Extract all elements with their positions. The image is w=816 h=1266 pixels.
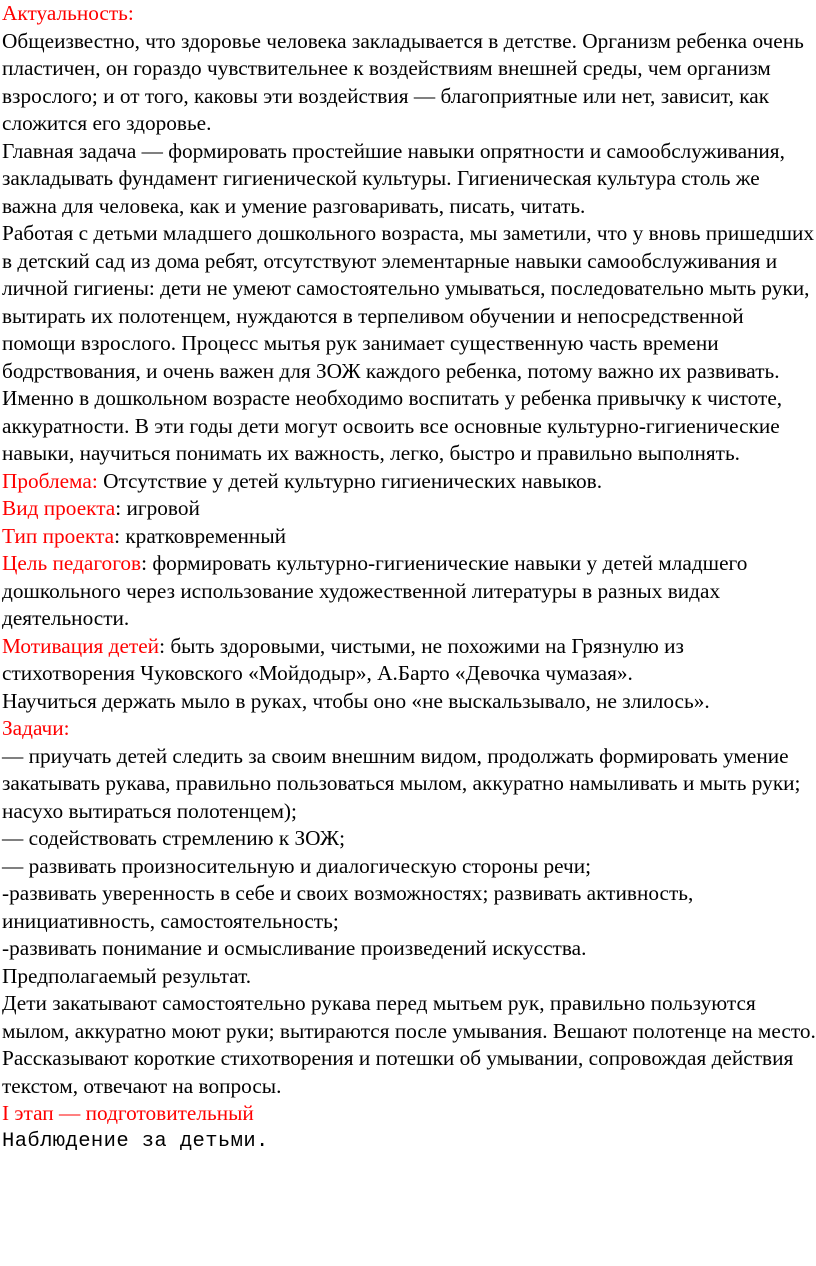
- children-motivation-text: : быть здоровыми, чистыми, не похожими на Грязнулю из стихотворения Чуковского «Мойдодыр», А.Барто «Девочка чумазая».: [2, 633, 684, 685]
- relevance-heading: Актуальность:: [2, 1, 134, 25]
- stage-1-text: Наблюдение за детьми.: [2, 1129, 269, 1153]
- relevance-paragraph-3: Работая с детьми младшего дошкольного возраста, мы заметили, что у вновь пришедших в детский сад из дома ребят, отсутствуют элементарные навыки самообслуживания и личной гигиены: дети не умеют самостоятельно умываться, последовательно мыть руки, вытирать их полотенцем, нуждаются в терпеливом обучении и непосредственной помощи взрослого. Процесс мытья рук занимает существенную часть времени бодрствования, и очень важен для ЗОЖ каждого ребенка, потому важно их развивать. Именно в дошкольном возрасте необходимо воспитать у ребенка привычку к чистоте, аккуратности. В эти годы дети могут освоить все основные культурно-гигиенические навыки, научиться понимать их важность, легко, быстро и правильно выполнять.: [2, 221, 815, 465]
- project-type-label: Тип проекта: [2, 523, 115, 548]
- task-item-2: — содействовать стремлению к ЗОЖ;: [2, 826, 346, 850]
- stage-1-heading: I этап — подготовительный: [2, 1101, 254, 1125]
- task-item-3: — развивать произносительную и диалогическую стороны речи;: [2, 853, 592, 878]
- project-kind-text: : игровой: [115, 496, 200, 520]
- problem-text: Отсутствие у детей культурно гигиенических навыков.: [97, 468, 603, 493]
- children-motivation-extra: Научиться держать мыло в руках, чтобы оно «не выскальзывало, не злилось».: [2, 688, 710, 713]
- tasks-heading: Задачи:: [2, 716, 70, 740]
- relevance-paragraph-2: Главная задача — формировать простейшие навыки опрятности и самообслуживания, закладывать фундамент гигиенической культуры. Гигиеническая культура столь же важна для человека, как и умение разговаривать, писать, читать.: [2, 138, 785, 218]
- expected-result-heading: Предполагаемый результат.: [2, 963, 252, 988]
- teachers-goal-label: Цель педагогов: [2, 551, 142, 575]
- teachers-goal-line: [2, 550, 816, 633]
- task-item-1: — приучать детей следить за своим внешним видом, продолжать формировать умение закатывать рукава, правильно пользоваться мылом, аккуратно намыливать и мыть руки; насухо вытираться полотенцем);: [2, 743, 801, 823]
- children-motivation-label: Мотивация детей: [2, 633, 160, 658]
- project-kind-label: Вид проекта: [2, 496, 116, 520]
- teachers-goal-text: : формировать культурно-гигиенические навыки у детей младшего дошкольного через использование художественной литературы в разных видах деятельности.: [2, 551, 748, 630]
- project-kind-line: [2, 495, 816, 523]
- problem-line: [2, 468, 816, 496]
- expected-result-text: Дети закатывают самостоятельно рукава перед мытьем рук, правильно пользуются мылом, аккуратно моют руки; вытираются после умывания. Вешают полотенце на место. Рассказывают короткие стихотворения и потешки об умывании, сопровождая действия текстом, отвечают на вопросы.: [2, 991, 816, 1098]
- relevance-paragraph-1: Общеизвестно, что здоровье человека закладывается в детстве. Организм ребенка очень пластичен, он гораздо чувствительнее к воздействиям внешней среды, чем организм взрослого; и от того, каковы эти воздействия — благоприятные или нет, зависит, как сложится его здоровье.: [2, 28, 804, 135]
- children-motivation-line: [2, 633, 816, 688]
- problem-label: Проблема:: [2, 468, 98, 493]
- project-type-text: : кратковременный: [114, 523, 287, 548]
- task-item-5: -развивать понимание и осмысливание произведений искусства.: [2, 936, 587, 960]
- task-item-4: -развивать уверенность в себе и своих возможностях; развивать активность, инициативность, самостоятельность;: [2, 881, 694, 933]
- project-type-line: [2, 523, 816, 551]
